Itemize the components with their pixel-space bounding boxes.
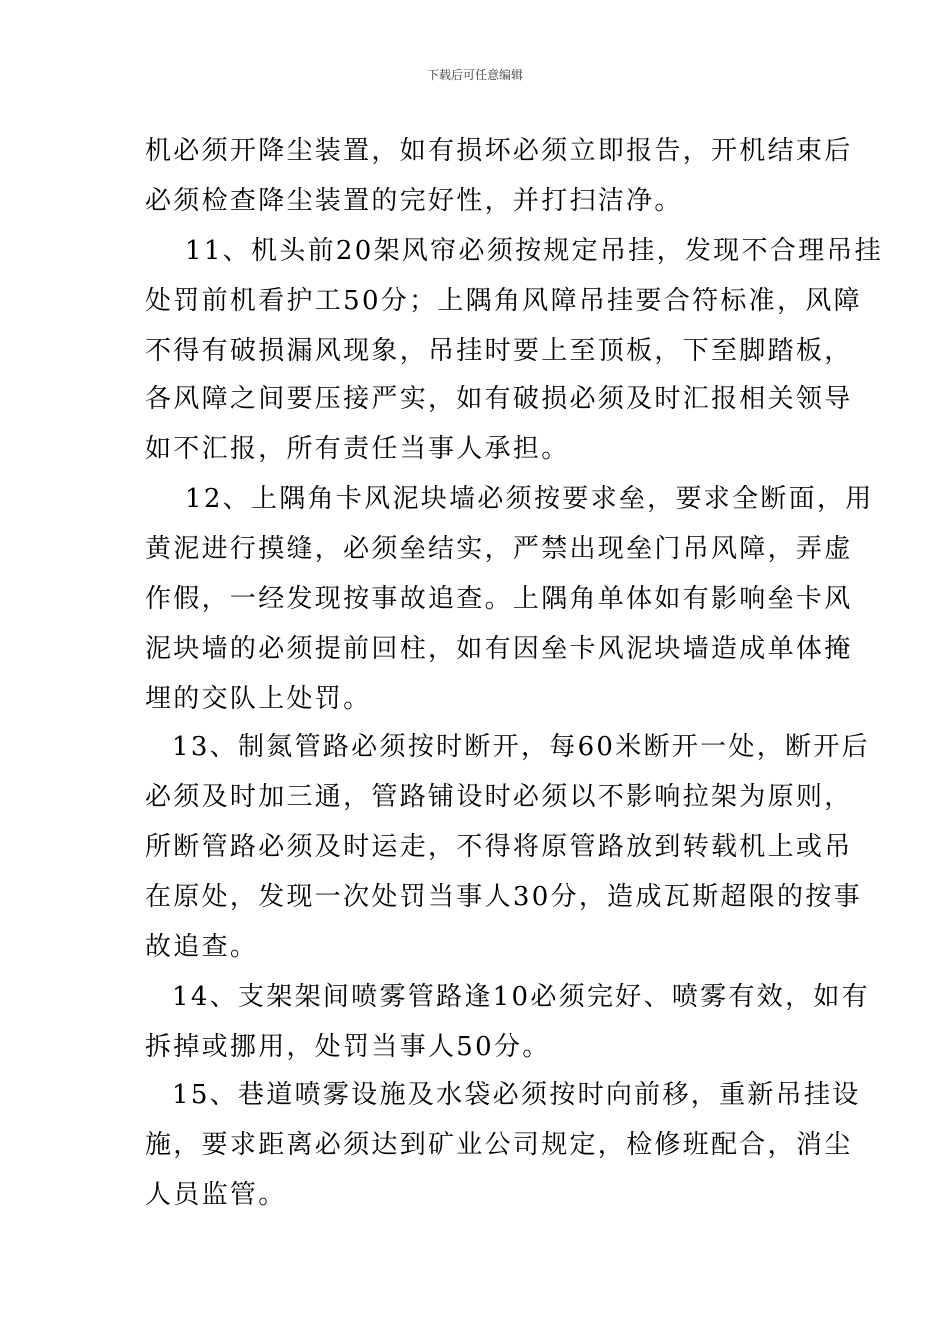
text-line: 各风障之间要压接严实，如有破损必须及时汇报相关领导: [145, 384, 853, 414]
text-line: 所断管路必须及时运走，不得将原管路放到转载机上或吊: [145, 832, 853, 862]
text-line: 人员监管。: [145, 1180, 287, 1210]
text-line: 15、巷道喷雾设施及水袋必须按时向前移，重新吊挂设: [172, 1080, 861, 1110]
text-line: 在原处，发现一次处罚当事人30分，造成瓦斯超限的按事: [145, 882, 862, 912]
text-line: 12、上隅角卡风泥块墙必须按要求垒，要求全断面，用: [185, 484, 874, 514]
text-line: 14、支架架间喷雾管路逢10必须完好、喷雾有效，如有: [172, 982, 870, 1012]
text-line: 黄泥进行摸缝，必须垒结实，严禁出现垒门吊风障，弄虚: [145, 534, 853, 564]
text-line: 必须检查降尘装置的完好性，并打扫洁净。: [145, 186, 683, 216]
text-line: 故追查。: [145, 932, 259, 962]
text-line: 必须及时加三通，管路铺设时必须以不影响拉架为原则，: [145, 782, 853, 812]
text-line: 处罚前机看护工50分；上隅角风障吊挂要合符标准，风障: [145, 286, 862, 316]
text-line: 不得有破损漏风现象，吊挂时要上至顶板，下至脚踏板，: [145, 336, 853, 366]
text-line: 作假，一经发现按事故追查。上隅角单体如有影响垒卡风: [145, 584, 853, 614]
text-line: 泥块墙的必须提前回柱，如有因垒卡风泥块墙造成单体掩: [145, 634, 853, 664]
page-header-note: 下载后可任意编辑: [426, 68, 523, 82]
text-line: 拆掉或挪用，处罚当事人50分。: [145, 1032, 551, 1062]
text-line: 11、机头前20架风帘必须按规定吊挂，发现不合理吊挂: [185, 236, 883, 266]
text-line: 施，要求距离必须达到矿业公司规定，检修班配合，消尘: [145, 1130, 853, 1160]
text-line: 埋的交队上处罚。: [145, 684, 372, 714]
text-line: 13、制氮管路必须按时断开，每60米断开一处，断开后: [172, 732, 870, 762]
text-line: 如不汇报，所有责任当事人承担。: [145, 434, 570, 464]
text-line: 机必须开降尘装置，如有损坏必须立即报告，开机结束后: [145, 136, 853, 166]
